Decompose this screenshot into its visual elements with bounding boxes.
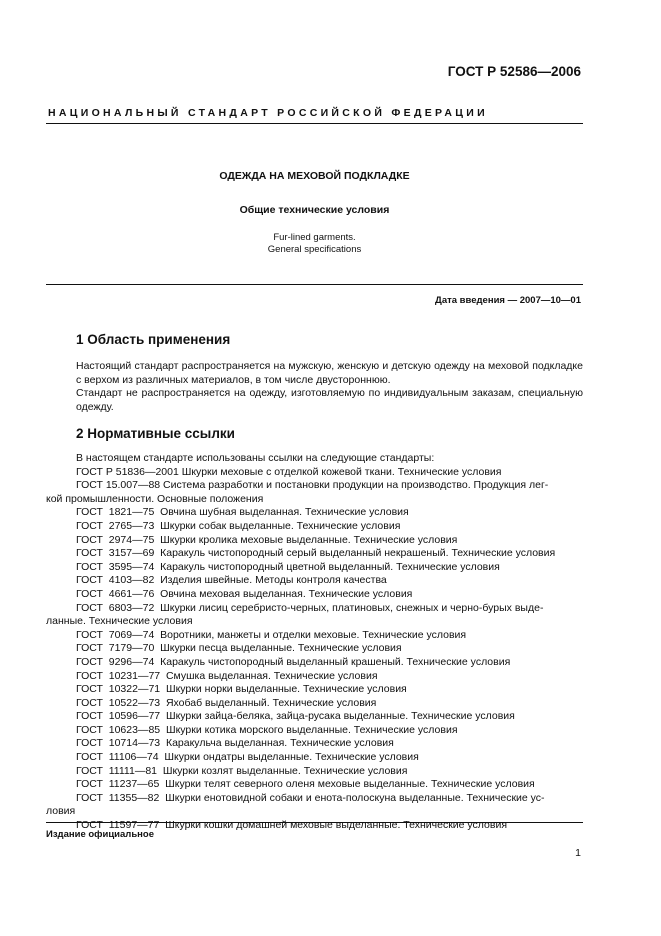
reference-line: ГОСТ 11597—77 Шкурки кошки домашней меховые выделанные. Технические условия bbox=[76, 819, 508, 832]
reference-line: ГОСТ 4661—76 Овчина меховая выделанная. Технические условия bbox=[76, 587, 413, 600]
reference-line: ГОСТ 10623—85 Шкурки котика морского выделанные. Технические условия bbox=[76, 723, 458, 736]
reference-line: ГОСТ 10322—71 Шкурки норки выделанные. Технические условия bbox=[76, 683, 407, 696]
reference-line: ГОСТ 11106—74 Шкурки ондатры выделанные. Технические условия bbox=[76, 751, 419, 764]
reference-line: В настоящем стандарте использованы ссылки на следующие стандарты: bbox=[76, 452, 435, 464]
reference-line: ГОСТ 4103—82 Изделия швейные. Методы контроля качества bbox=[76, 574, 387, 587]
reference-line: ГОСТ 10522—73 Яхобаб выделанный. Технические условия bbox=[76, 696, 377, 709]
reference-line: ГОСТ 11111—81 Шкурки козлят выделанные. Технические условия bbox=[76, 764, 408, 777]
official-edition-label: Издание официальное bbox=[46, 829, 154, 840]
reference-line: ланные. Технические условия bbox=[46, 615, 193, 628]
reference-line: ГОСТ 10596—77 Шкурки зайца-беляка, зайца-русака выделанные. Технические условия bbox=[76, 710, 515, 723]
normative-references-list bbox=[46, 452, 583, 833]
reference-line: ГОСТ 15.007—88 Система разработки и постановки продукции на производство. Продукция лег- bbox=[76, 479, 549, 492]
reference-line: ГОСТ 7069—74 Воротники, манжеты и отделки меховые. Технические условия bbox=[76, 628, 467, 641]
english-title bbox=[46, 232, 583, 256]
reference-line: ГОСТ 1821—75 Овчина шубная выделанная. Технические условия bbox=[76, 506, 409, 519]
paragraph-text: Стандарт не распространяется на одежду, изготовляемую по индивидуальным заказам, специальную одежду. bbox=[76, 387, 583, 413]
document-title: ОДЕЖДА НА МЕХОВОЙ ПОДКЛАДКЕ bbox=[219, 170, 410, 182]
reference-line: ГОСТ 3595—74 Каракуль чистопородный цветной выделанный. Технические условия bbox=[76, 560, 500, 573]
reference-line: ГОСТ 11237—65 Шкурки телят северного оленя меховые выделанные. Технические условия bbox=[76, 778, 535, 791]
title-divider bbox=[46, 284, 583, 285]
english-title-line: General specifications bbox=[267, 244, 362, 255]
reference-line: ГОСТ 10231—77 Смушка выделанная. Технические условия bbox=[76, 669, 378, 682]
reference-line: ГОСТ 7179—70 Шкурки песца выделанные. Технические условия bbox=[76, 642, 402, 655]
reference-line: ловия bbox=[46, 805, 76, 818]
section-1-heading: 1 Область применения bbox=[76, 332, 231, 347]
page-number: 1 bbox=[575, 847, 581, 859]
reference-line: ГОСТ 6803—72 Шкурки лисиц серебристо-черных, платиновых, снежных и черно-бурых выде- bbox=[76, 601, 544, 614]
reference-line: кой промышленности. Основные положения bbox=[46, 492, 264, 505]
national-standard-header: НАЦИОНАЛЬНЫЙ СТАНДАРТ РОССИЙСКОЙ ФЕДЕРАЦИИ bbox=[48, 107, 488, 119]
footer-divider bbox=[46, 822, 583, 823]
paragraph-text: Настоящий стандарт распространяется на мужскую, женскую и детскую одежду на меховой подкладке с верхом из различных материалов, в том числе двустороннюю. bbox=[76, 360, 583, 386]
english-title-line: Fur-lined garments. bbox=[273, 232, 356, 243]
reference-line: ГОСТ 11355—82 Шкурки енотовидной собаки и енота-полоскуна выделанные. Технические ус- bbox=[76, 791, 545, 804]
intro-date: Дата введения — 2007—10—01 bbox=[435, 295, 581, 306]
doc-number: ГОСТ Р 52586—2006 bbox=[447, 64, 581, 79]
reference-line: ГОСТ 2765—73 Шкурки собак выделанные. Технические условия bbox=[76, 519, 401, 532]
header-divider bbox=[46, 123, 583, 124]
reference-line: ГОСТ 9296—74 Каракуль чистопородный выделанный крашеный. Технические условия bbox=[76, 655, 511, 668]
document-subtitle: Общие технические условия bbox=[239, 204, 390, 216]
reference-line: ГОСТ 3157—69 Каракуль чистопородный серый выделанный некрашеный. Технические условия bbox=[76, 547, 556, 560]
reference-line: ГОСТ Р 51836—2001 Шкурки меховые с отделкой кожевой ткани. Технические условия bbox=[76, 465, 502, 478]
reference-line: ГОСТ 2974—75 Шкурки кролика меховые выделанные. Технические условия bbox=[76, 533, 458, 546]
section-1-paragraph bbox=[46, 360, 583, 387]
section-1-paragraph bbox=[46, 387, 583, 414]
reference-line: ГОСТ 10714—73 Каракульча выделанная. Технические условия bbox=[76, 737, 394, 750]
section-2-heading: 2 Нормативные ссылки bbox=[76, 426, 235, 441]
